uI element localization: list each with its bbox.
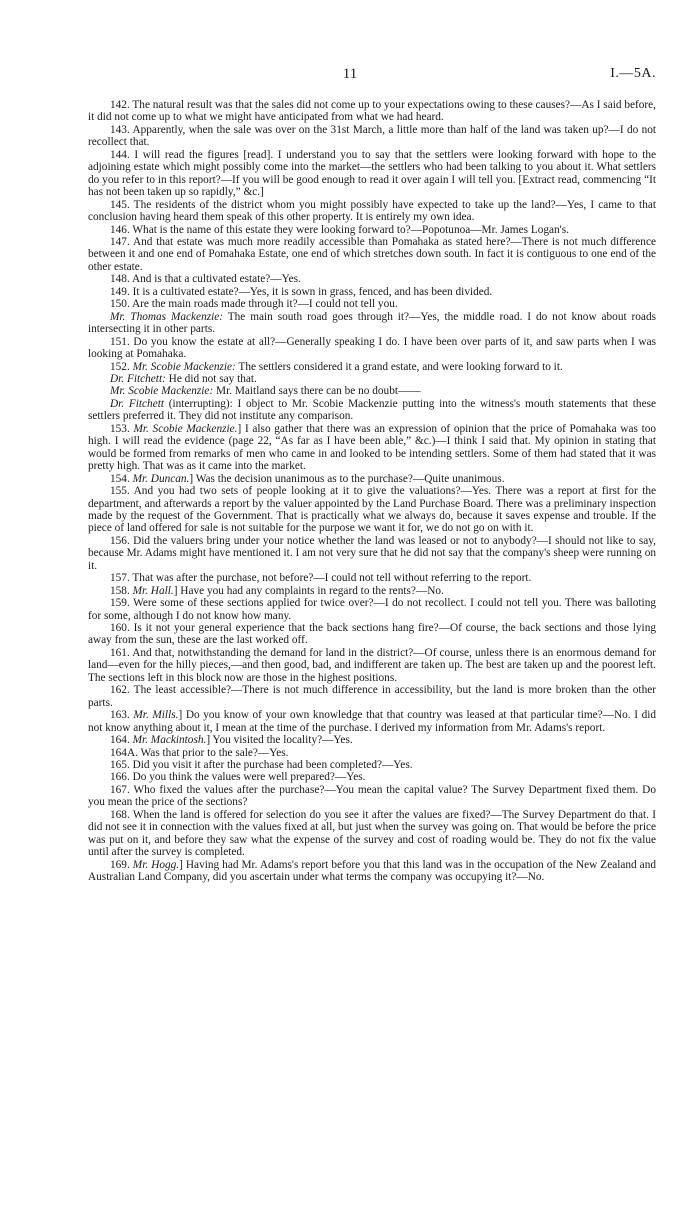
paragraph-text: 162. The least accessible?—There is not much difference in accessibility, but the land is more broken than the other parts. xyxy=(88,684,656,709)
speaker-name: Mr. Scobie Mackenzie: xyxy=(132,360,236,373)
testimony-paragraph xyxy=(88,398,656,423)
testimony-paragraph xyxy=(88,273,656,285)
paragraph-text: He did not say that. xyxy=(165,372,257,385)
testimony-paragraph xyxy=(88,373,656,385)
testimony-paragraph xyxy=(88,298,656,310)
question-number: 169. xyxy=(110,858,133,871)
speaker-name: Mr. Scobie Mackenzie. xyxy=(133,422,238,435)
paragraph-text: 147. And that estate was much more readily accessible than Pomahaka as stated here?—There is not much difference between it and one end of Pomahaka Estate, one end of which stretches down south. In fact it is contiguous to one end of the other estate. xyxy=(88,235,656,273)
testimony-paragraph xyxy=(88,597,656,622)
question-number: 164. xyxy=(110,734,133,747)
testimony-paragraph xyxy=(88,311,656,336)
testimony-paragraph xyxy=(88,647,656,684)
question-number: 153. xyxy=(110,422,134,435)
question-number: 163. xyxy=(110,709,134,722)
page-number: 11 xyxy=(342,66,358,82)
paragraph-text: 145. The residents of the district whom you might possibly have expected to take up the land?—Yes, I came to that conclusion having heard them speak of this other property. It is entirely my own idea. xyxy=(88,198,656,224)
question-number: 152. xyxy=(110,360,133,373)
testimony-paragraph xyxy=(88,684,656,709)
paragraph-text: ] I also gather that there was an expression of opinion that the price of Pomahaka was too high. I will read the evidence (page 22, “As far as I have been able,” &c.)—I think I said that. My opinion in stating that would be formed from remarks of men who came in and looked to be intending settlers. Some of them had stated that it was pretty high. That was as it came into the market. xyxy=(88,422,657,473)
testimony-paragraph xyxy=(88,809,656,859)
paragraph-text: 166. Do you think the values were well prepared?—Yes. xyxy=(110,771,366,784)
testimony-paragraph xyxy=(88,859,656,884)
testimony-paragraph xyxy=(88,286,656,298)
paragraph-text: 161. And that, notwithstanding the demand for land in the district?—Of course, unless there is an enormous demand for land—even for the hilly pieces,—and then good, bad, and indifferent are taken up. The best are taken up and the poorest left. The sections left in this block now are those in the highest positions. xyxy=(88,646,656,684)
testimony-paragraph xyxy=(88,759,656,771)
speaker-name: Mr. Hogg. xyxy=(132,858,180,871)
paragraph-text: ] Having had Mr. Adams's report before you that this land was in the occupation of the New Zealand and Australian Land Company, did you ascertain under what terms the company was occupying it?—No. xyxy=(88,858,656,884)
paragraph-text: 159. Were some of these sections applied for twice over?—I do not recollect. I could not tell you. There was balloting for some, although I do not know how many. xyxy=(88,597,656,622)
paragraph-text: 155. And you had two sets of people looking at it to give the valuations?—Yes. There was a report at first for the department, and afterwards a report by the valuer appointed by the Land Purchase Board. There was a preliminary inspection made by the request of the Government. That is practically what we always do, because it saves expense and trouble. If the piece of land offered for sale is not suitable for the purpose we want it for, we do not go on with it. xyxy=(88,485,656,535)
paragraph-text: The settlers considered it a grand estate, and were looking forward to it. xyxy=(235,360,563,373)
paragraph-text: 165. Did you visit it after the purchase had been completed?—Yes. xyxy=(110,759,413,772)
paragraph-text: 150. Are the main roads made through it?—I could not tell you. xyxy=(110,298,398,311)
testimony-body xyxy=(88,99,656,884)
speaker-name: Dr. Fitchett xyxy=(110,397,164,410)
paragraph-text: 160. Is it not your general experience that the back sections hang fire?—Of course, the back sections and those lying away from the sun, these are the last worked off. xyxy=(88,622,656,647)
testimony-paragraph xyxy=(88,385,656,397)
testimony-paragraph xyxy=(88,585,656,597)
testimony-paragraph xyxy=(88,361,656,373)
speaker-name: Mr. Hall. xyxy=(132,584,174,597)
speaker-name: Mr. Duncan. xyxy=(132,472,190,485)
testimony-paragraph xyxy=(88,149,656,199)
speaker-name: Mr. Mackintosh. xyxy=(132,734,207,747)
paragraph-text: 142. The natural result was that the sales did not come up to your expectations owing to these causes?—As I said before, it did not come up to what we might have anticipated from what we had heard. xyxy=(88,99,656,124)
paragraph-text: 168. When the land is offered for selection do you see it after the values are fixed?—The Survey Department do that. I did not see it in connection with the values fixed at all, but just when the survey was going on. That would be before the price was put on it, and before they saw what the expense of the survey and cost of roading would be. They do not fix the value until after the survey is completed. xyxy=(88,808,656,859)
paragraph-text: 167. Who fixed the values after the purchase?—You mean the capital value? The Survey Department fixed them. Do you mean the price of the sections? xyxy=(88,783,656,809)
speaker-name: Mr. Mills. xyxy=(133,709,179,722)
testimony-paragraph xyxy=(88,535,656,572)
testimony-paragraph xyxy=(88,199,656,224)
paragraph-text: 146. What is the name of this estate they were looking forward to?—Popotunoa—Mr. James Logan's. xyxy=(110,223,569,236)
testimony-paragraph xyxy=(88,485,656,535)
paragraph-text: 164A. Was that prior to the sale?—Yes. xyxy=(110,746,289,759)
testimony-paragraph xyxy=(88,124,656,149)
page-reference: I.—5A. xyxy=(610,66,656,81)
paragraph-text: Mr. Maitland says there can be no doubt—— xyxy=(213,385,421,398)
paragraph-text: ] Do you know of your own knowledge that that country was leased at that particular time?—No. I did not know anything about it, I mean at the time of the purchase. I derived my information from Mr. Adams's report. xyxy=(88,709,657,734)
testimony-paragraph xyxy=(88,572,656,584)
paragraph-text: ] Have you had any complaints in regard to the rents?—No. xyxy=(173,584,444,597)
question-number: 154. xyxy=(110,472,133,485)
speaker-name: Dr. Fitchett: xyxy=(110,372,166,385)
testimony-paragraph xyxy=(88,336,656,361)
paragraph-text: ] Was the decision unanimous as to the purchase?—Quite unanimous. xyxy=(189,472,505,485)
paragraph-text: 144. I will read the figures [read]. I understand you to say that the settlers were looking forward with hope to the adjoining estate which might possibly come into the market—the settlers who had been talking to you about it. What settlers do you refer to in this report?—If you will be good enough to read it over again I will tell you. [Extract read, commencing “It has not been taken up so rapidly,” &c.] xyxy=(88,148,656,199)
testimony-paragraph xyxy=(88,99,656,124)
testimony-paragraph xyxy=(88,423,656,473)
paragraph-text: 148. And is that a cultivated estate?—Yes. xyxy=(110,273,301,286)
testimony-paragraph xyxy=(88,784,656,809)
paragraph-text: The main south road goes through it?—Yes, the middle road. I do not know about roads intersecting it in other parts. xyxy=(88,310,656,336)
paragraph-text: 157. That was after the purchase, not before?—I could not tell without referring to the report. xyxy=(110,572,532,585)
paragraph-text: ] You visited the locality?—Yes. xyxy=(206,734,353,747)
question-number: 158. xyxy=(110,584,133,597)
paragraph-text: (interrupting): I object to Mr. Scobie Mackenzie putting into the witness's mouth statements that these settlers preferred it. They did not institute any comparison. xyxy=(88,397,656,423)
paragraph-text: 149. It is a cultivated estate?—Yes, it is sown in grass, fenced, and has been divided. xyxy=(110,285,493,298)
paragraph-text: 151. Do you know the estate at all?—Generally speaking I do. I have been over parts of it, and saw parts when I was looking at Pomahaka. xyxy=(88,335,656,361)
testimony-paragraph xyxy=(88,771,656,783)
testimony-paragraph xyxy=(88,236,656,273)
speaker-name: Mr. Scobie Mackenzie: xyxy=(110,385,214,398)
testimony-paragraph xyxy=(88,734,656,746)
speaker-name: Mr. Thomas Mackenzie: xyxy=(110,310,224,323)
testimony-paragraph xyxy=(88,622,656,647)
testimony-paragraph xyxy=(88,473,656,485)
testimony-paragraph xyxy=(88,709,656,734)
paragraph-text: 156. Did the valuers bring under your notice whether the land was leased or not to anybody?—I should not like to say, because Mr. Adams might have mentioned it. I am not very sure that he did not say that the company's sheep were running on it. xyxy=(88,534,656,572)
testimony-paragraph xyxy=(88,224,656,236)
paragraph-text: 143. Apparently, when the sale was over on the 31st March, a little more than half of the land was taken up?—I do not recollect that. xyxy=(88,123,656,149)
testimony-paragraph xyxy=(88,747,656,759)
